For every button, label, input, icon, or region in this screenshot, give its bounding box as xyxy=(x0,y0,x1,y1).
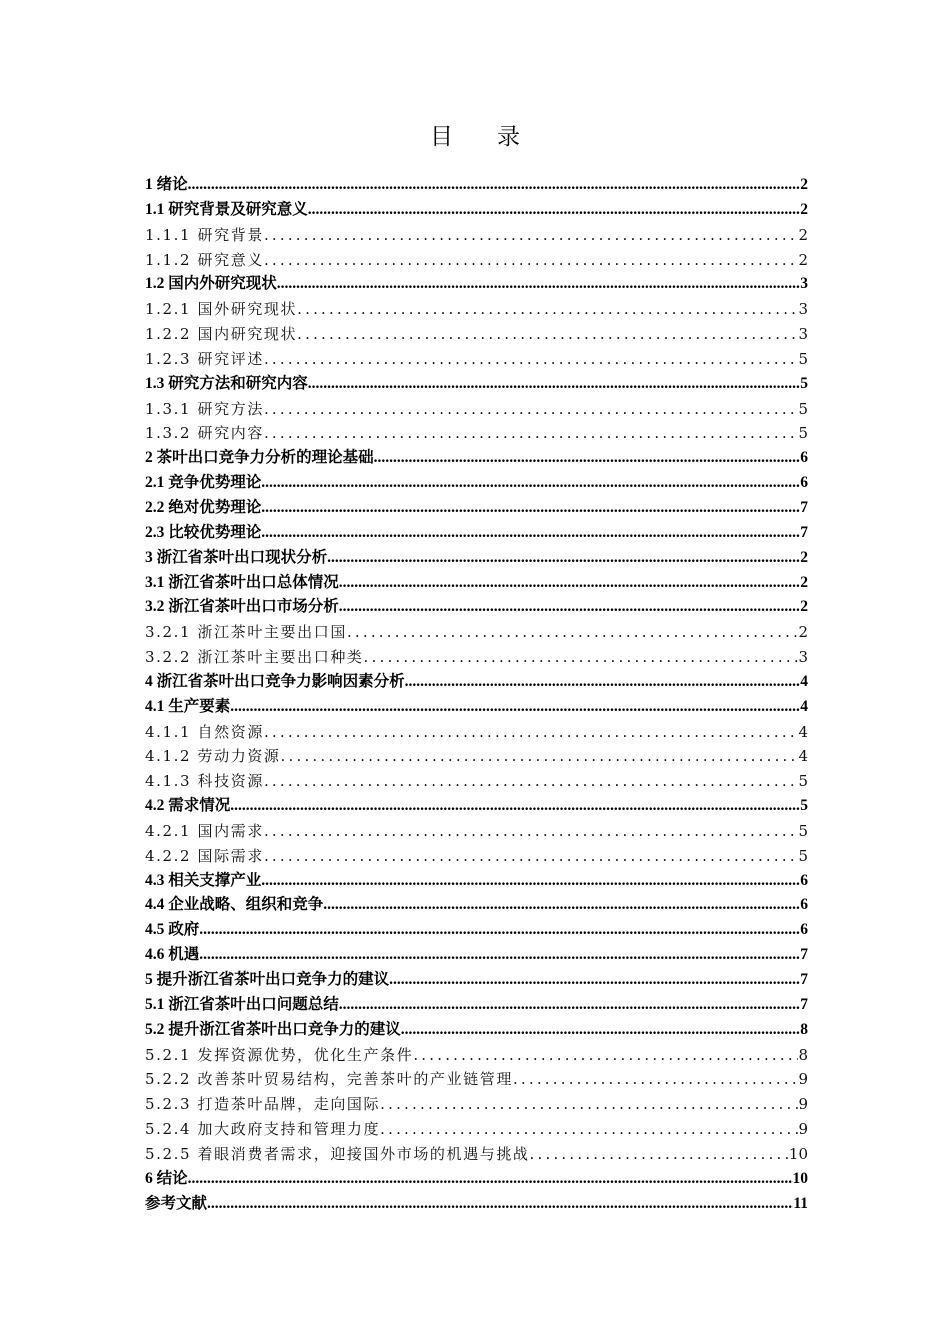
toc-entry-page-number: 8 xyxy=(800,1020,808,1038)
toc-entry[interactable] xyxy=(145,223,808,248)
toc-entry-page-number: 5 xyxy=(800,797,808,815)
toc-entry-label: 3.2.2 浙江茶叶主要出口种类 xyxy=(145,648,364,667)
toc-leader-dots xyxy=(380,1092,798,1117)
toc-entry-label: 3.2 浙江省茶叶出口市场分析 xyxy=(145,598,339,616)
toc-leader-dots xyxy=(264,720,799,745)
toc-entry[interactable] xyxy=(145,1192,808,1217)
toc-leader-dots xyxy=(188,1167,793,1192)
toc-entry-label: 5.2.5 着眼消费者需求，迎接国外市场的机遇与挑战 xyxy=(145,1144,530,1163)
toc-entry-label: 1.3.1 研究方法 xyxy=(145,399,264,418)
toc-leader-dots xyxy=(308,372,800,397)
toc-leader-dots xyxy=(327,546,800,571)
toc-entry-label: 5 提升浙江省茶叶出口竞争力的建议 xyxy=(145,971,390,988)
toc-leader-dots xyxy=(413,1043,798,1068)
toc-entry-label: 1.1.2 研究意义 xyxy=(145,250,264,269)
toc-entry-label: 4.5 政府 xyxy=(145,921,200,939)
toc-entry-label: 3.1 浙江省茶叶出口总体情况 xyxy=(145,573,339,591)
toc-entry[interactable] xyxy=(145,571,808,596)
toc-leader-dots xyxy=(261,869,800,894)
toc-leader-dots xyxy=(347,620,799,645)
toc-entry-page-number: 11 xyxy=(793,1194,808,1212)
toc-leader-dots xyxy=(230,695,800,720)
toc-entry-label: 4.2 需求情况 xyxy=(145,797,231,815)
toc-entry[interactable] xyxy=(145,695,808,720)
toc-entry[interactable] xyxy=(145,446,808,471)
toc-entry-label: 5.2.2 改善茶叶贸易结构，完善茶叶的产业链管理 xyxy=(145,1070,513,1089)
toc-entry[interactable] xyxy=(145,943,808,968)
toc-entry-label: 4 浙江省茶叶出口竞争力影响因素分析 xyxy=(145,672,405,690)
toc-leader-dots xyxy=(401,1018,800,1043)
toc-leader-dots xyxy=(389,968,800,993)
toc-entry[interactable] xyxy=(145,968,808,993)
toc-entry-page-number: 9 xyxy=(798,1095,808,1114)
toc-entry-page-number: 3 xyxy=(798,648,808,667)
toc-entry[interactable] xyxy=(145,421,808,446)
toc-entry[interactable] xyxy=(145,521,808,546)
toc-entry-label: 5.1 浙江省茶叶出口问题总结 xyxy=(145,995,339,1013)
toc-entry-label: 5.2.1 发挥资源优势，优化生产条件 xyxy=(145,1045,414,1064)
toc-entry-label: 3.2.1 浙江茶叶主要出口国 xyxy=(145,623,347,642)
toc-title-char: 录 xyxy=(497,124,520,150)
toc-entry-label: 5.2.4 加大政府支持和管理力度 xyxy=(145,1120,381,1139)
toc-leader-dots xyxy=(264,223,799,248)
toc-leader-dots xyxy=(261,471,800,496)
toc-entry-label: 2.3 比较优势理论 xyxy=(145,523,262,541)
toc-entry[interactable] xyxy=(145,198,808,223)
toc-entry[interactable] xyxy=(145,769,808,794)
toc-leader-dots xyxy=(277,272,800,297)
toc-entry-page-number: 3 xyxy=(800,275,808,293)
toc-title-char: 目 xyxy=(430,124,453,150)
toc-entry-label: 2.1 竞争优势理论 xyxy=(145,474,262,492)
toc-entry-page-number: 4 xyxy=(800,672,808,690)
toc-leader-dots xyxy=(264,819,799,844)
toc-leader-dots xyxy=(380,1117,798,1142)
toc-entry-label: 5.2.3 打造茶叶品牌，走向国际 xyxy=(145,1095,381,1114)
toc-entry-page-number: 2 xyxy=(800,598,808,616)
toc-entry-label: 1.1.1 研究背景 xyxy=(145,225,264,244)
toc-leader-dots xyxy=(339,595,800,620)
toc-leader-dots xyxy=(264,844,799,869)
toc-entry-label: 4.1.2 劳动力资源 xyxy=(145,747,281,766)
toc-entry[interactable] xyxy=(145,297,808,322)
toc-entry-label: 6 结论 xyxy=(145,1169,188,1187)
toc-entry-page-number: 9 xyxy=(798,1120,808,1139)
toc-entry-page-number: 5 xyxy=(798,399,808,418)
toc-leader-dots xyxy=(405,670,801,695)
toc-entry[interactable] xyxy=(145,1142,808,1167)
toc-entry-label: 1.2.1 国外研究现状 xyxy=(145,300,298,319)
toc-title xyxy=(0,118,950,151)
toc-leader-dots xyxy=(374,446,801,471)
toc-entry-label: 4.1.3 科技资源 xyxy=(145,772,264,791)
toc-leader-dots xyxy=(297,322,798,347)
toc-entry[interactable] xyxy=(145,794,808,819)
toc-entry[interactable] xyxy=(145,645,808,670)
toc-entry[interactable] xyxy=(145,720,808,745)
toc-entry[interactable] xyxy=(145,248,808,273)
toc-entry-page-number: 9 xyxy=(798,1070,808,1089)
toc-entry-page-number: 4 xyxy=(798,722,808,741)
toc-entry[interactable] xyxy=(145,1018,808,1043)
toc-entry-page-number: 5 xyxy=(798,846,808,865)
toc-leader-dots xyxy=(188,173,801,198)
toc-entry-label: 4.4 企业战略、组织和竞争 xyxy=(145,896,324,914)
toc-entry[interactable] xyxy=(145,372,808,397)
toc-entry-page-number: 7 xyxy=(800,971,808,988)
toc-entry[interactable] xyxy=(145,1167,808,1192)
toc-list xyxy=(145,173,808,1216)
toc-entry[interactable] xyxy=(145,471,808,496)
toc-entry-page-number: 5 xyxy=(800,374,808,392)
toc-leader-dots xyxy=(261,496,800,521)
toc-entry-page-number: 6 xyxy=(800,896,808,914)
toc-entry-page-number: 7 xyxy=(800,946,808,964)
toc-leader-dots xyxy=(199,943,800,968)
toc-entry[interactable] xyxy=(145,496,808,521)
toc-leader-dots xyxy=(364,645,799,670)
toc-entry-label: 1.2.3 研究评述 xyxy=(145,349,264,368)
toc-entry[interactable] xyxy=(145,620,808,645)
toc-entry-page-number: 5 xyxy=(798,424,808,443)
toc-entry-page-number: 5 xyxy=(798,349,808,368)
toc-entry-label: 1.3.2 研究内容 xyxy=(145,424,264,443)
toc-entry[interactable] xyxy=(145,844,808,869)
toc-entry-label: 3 浙江省茶叶出口现状分析 xyxy=(145,548,328,566)
toc-entry[interactable] xyxy=(145,546,808,571)
toc-entry-label: 参考文献 xyxy=(145,1194,208,1212)
toc-entry[interactable] xyxy=(145,1043,808,1068)
toc-entry-label: 5.2 提升浙江省茶叶出口竞争力的建议 xyxy=(145,1020,401,1038)
toc-entry[interactable] xyxy=(145,272,808,297)
toc-entry[interactable] xyxy=(145,744,808,769)
toc-entry-label: 2 茶叶出口竞争力分析的理论基础 xyxy=(145,449,374,467)
toc-entry-page-number: 10 xyxy=(788,1144,808,1163)
toc-entry[interactable] xyxy=(145,595,808,620)
toc-entry[interactable] xyxy=(145,893,808,918)
toc-entry-page-number: 6 xyxy=(800,871,808,889)
toc-entry-page-number: 4 xyxy=(798,747,808,766)
toc-entry-label: 4.6 机遇 xyxy=(145,946,200,964)
toc-entry-page-number: 5 xyxy=(798,821,808,840)
toc-entry-page-number: 6 xyxy=(800,449,808,467)
toc-entry-label: 1.2 国内外研究现状 xyxy=(145,275,277,293)
toc-entry[interactable] xyxy=(145,1117,808,1142)
toc-entry[interactable] xyxy=(145,397,808,422)
toc-entry[interactable] xyxy=(145,670,808,695)
toc-entry-label: 4.1.1 自然资源 xyxy=(145,722,264,741)
toc-leader-dots xyxy=(297,297,798,322)
toc-entry-page-number: 2 xyxy=(798,623,808,642)
toc-entry-page-number: 7 xyxy=(800,498,808,516)
toc-entry[interactable] xyxy=(145,1092,808,1117)
toc-leader-dots xyxy=(261,521,800,546)
toc-entry-page-number: 3 xyxy=(798,325,808,344)
toc-entry-page-number: 7 xyxy=(800,523,808,541)
toc-leader-dots xyxy=(264,397,799,422)
toc-entry-label: 4.2.1 国内需求 xyxy=(145,821,264,840)
toc-entry[interactable] xyxy=(145,869,808,894)
toc-leader-dots xyxy=(264,421,799,446)
toc-leader-dots xyxy=(308,198,800,223)
toc-leader-dots xyxy=(207,1192,793,1217)
toc-leader-dots xyxy=(339,571,800,596)
toc-entry[interactable] xyxy=(145,918,808,943)
toc-entry-page-number: 6 xyxy=(800,474,808,492)
toc-leader-dots xyxy=(323,893,800,918)
toc-entry-page-number: 2 xyxy=(800,200,808,218)
toc-leader-dots xyxy=(264,347,799,372)
toc-entry-page-number: 2 xyxy=(800,176,808,193)
toc-entry-label: 1.2.2 国内研究现状 xyxy=(145,325,298,344)
toc-entry[interactable] xyxy=(145,993,808,1018)
toc-entry-label: 4.2.2 国际需求 xyxy=(145,846,264,865)
toc-leader-dots xyxy=(230,794,800,819)
toc-entry[interactable] xyxy=(145,173,808,198)
toc-entry-label: 1.3 研究方法和研究内容 xyxy=(145,374,308,392)
toc-entry-page-number: 8 xyxy=(798,1045,808,1064)
toc-entry[interactable] xyxy=(145,819,808,844)
toc-entry-page-number: 2 xyxy=(798,225,808,244)
toc-entry-label: 2.2 绝对优势理论 xyxy=(145,498,262,516)
toc-leader-dots xyxy=(281,744,799,769)
toc-entry-label: 1.1 研究背景及研究意义 xyxy=(145,200,308,218)
toc-entry-page-number: 2 xyxy=(798,250,808,269)
toc-entry-page-number: 6 xyxy=(800,921,808,939)
toc-entry-page-number: 10 xyxy=(792,1169,808,1187)
toc-entry-page-number: 5 xyxy=(798,772,808,791)
toc-entry-page-number: 3 xyxy=(798,300,808,319)
toc-entry[interactable] xyxy=(145,347,808,372)
toc-entry-page-number: 2 xyxy=(800,573,808,591)
toc-entry-page-number: 4 xyxy=(800,697,808,715)
toc-entry[interactable] xyxy=(145,322,808,347)
toc-entry[interactable] xyxy=(145,1067,808,1092)
toc-leader-dots xyxy=(264,248,799,273)
toc-entry-page-number: 7 xyxy=(800,995,808,1013)
toc-entry-label: 4.1 生产要素 xyxy=(145,697,231,715)
toc-leader-dots xyxy=(264,769,799,794)
toc-leader-dots xyxy=(530,1142,789,1167)
toc-entry-label: 1 绪论 xyxy=(145,176,188,193)
toc-entry-page-number: 2 xyxy=(800,548,808,566)
toc-entry-label: 4.3 相关支撑产业 xyxy=(145,871,262,889)
toc-leader-dots xyxy=(339,993,800,1018)
toc-leader-dots xyxy=(513,1067,799,1092)
toc-leader-dots xyxy=(199,918,800,943)
